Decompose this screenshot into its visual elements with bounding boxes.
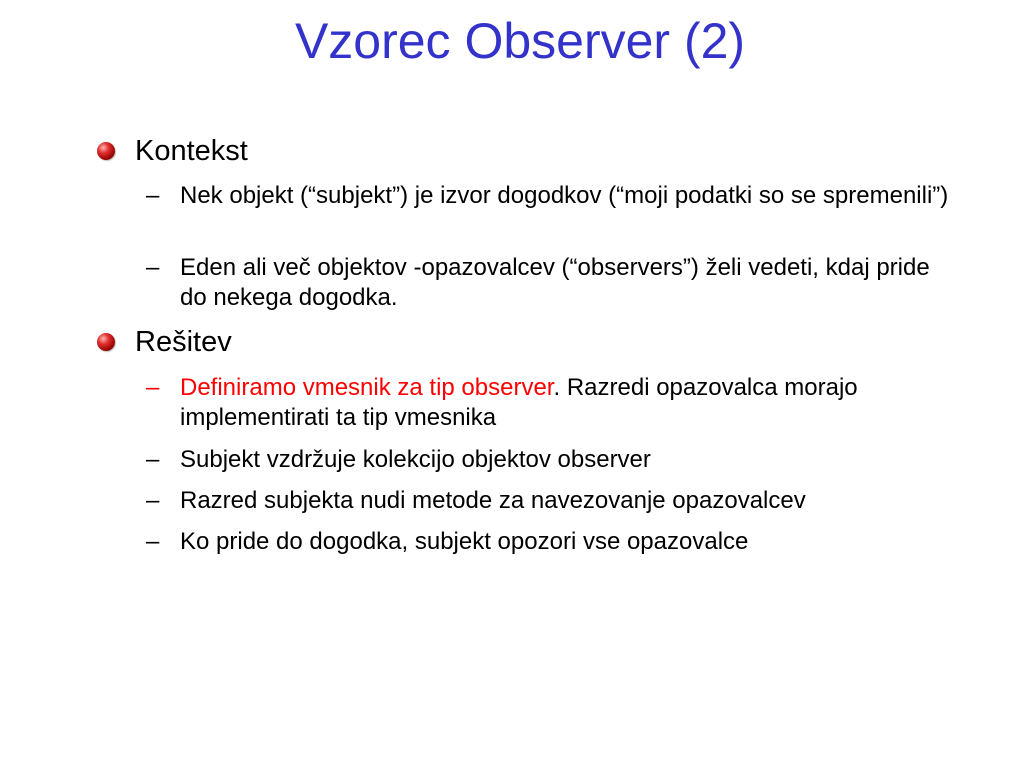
sub-bullet-text [180, 373, 950, 433]
dash-bullet: – [146, 487, 160, 514]
section-heading: Rešitev [135, 326, 232, 358]
sub-bullet-text: Razred subjekta nudi metode za navezovanje opazovalcev [180, 487, 806, 514]
dash-bullet: – [146, 182, 160, 209]
red-ball-bullet-icon [97, 333, 115, 351]
dash-bullet: – [146, 446, 160, 473]
highlighted-text: Definiramo vmesnik za tip observer [180, 374, 554, 401]
dash-bullet: – [146, 374, 160, 401]
sub-bullet-text: Subjekt vzdržuje kolekcijo objektov observer [180, 446, 651, 473]
dash-bullet: – [146, 254, 160, 281]
sub-bullet-text: Nek objekt (“subjekt”) je izvor dogodkov (“moji podatki so se spremenili”) [180, 182, 949, 209]
section-heading: Kontekst [135, 135, 248, 167]
dash-bullet: – [146, 528, 160, 555]
slide-title: Vzorec Observer (2) [294, 13, 746, 69]
sub-bullet-text: Eden ali več objektov -opazovalcev (“observers”) želi vedeti, kdaj pride do nekega dogodka. [180, 254, 930, 311]
sub-bullet-text-rest: . Razredi opazovalca morajo implementirati ta tip vmesnika [180, 374, 858, 431]
red-ball-bullet-icon [97, 142, 115, 160]
sub-bullet-text: Ko pride do dogodka, subjekt opozori vse opazovalce [180, 528, 749, 555]
